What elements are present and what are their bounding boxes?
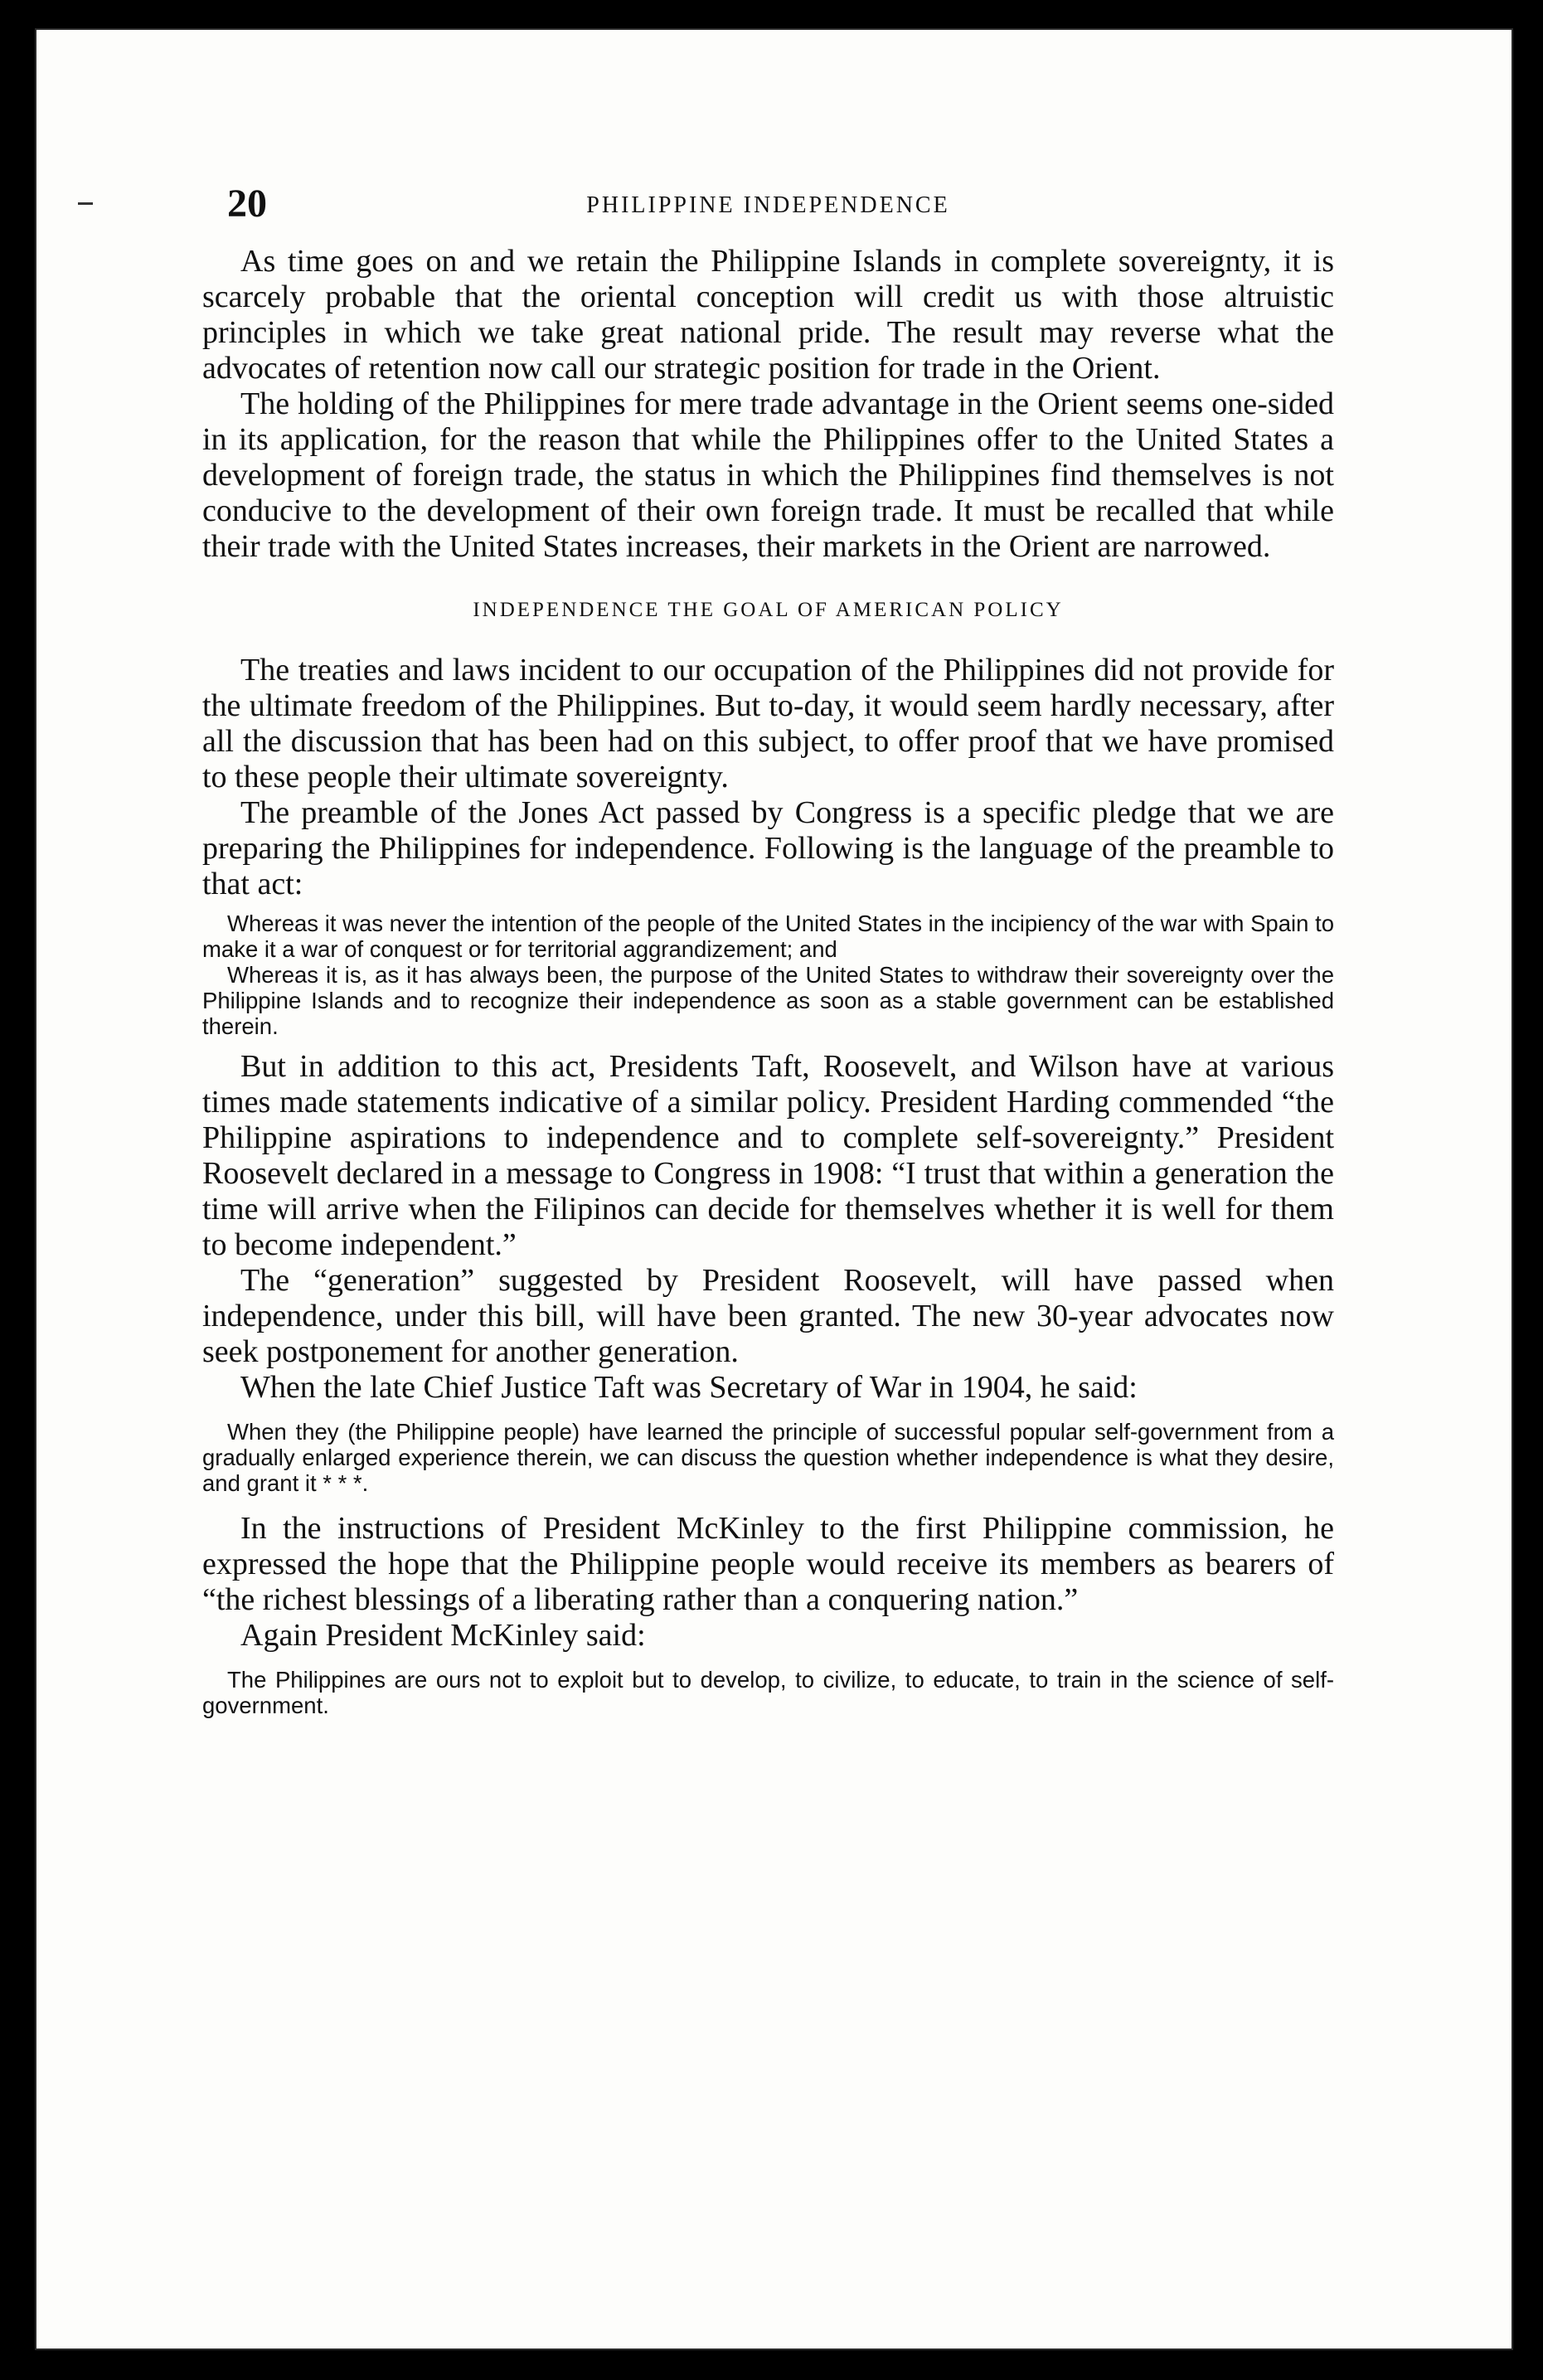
quote-paragraph: The Philippines are ours not to exploit but to develop, to civilize, to educate, to train in the science of self-government. [202, 1667, 1334, 1718]
paragraph-8: In the instructions of President McKinley to the first Philippine commission, he expressed the hope that the Philippine people would receive its members as bearers of “the richest blessings of a liberating rather than a conquering nation.” [202, 1511, 1334, 1617]
paragraph-5: But in addition to this act, Presidents Taft, Roosevelt, and Wilson have at various times made statements indicative of a similar policy. President Harding commended “the Philippine aspirations to independence and to complete self-sovereignty.” President Roosevelt declared in a message to Congress in 1908: “I trust that within a generation the time will arrive when the Filipinos can decide for themselves whether it is well for them to become independent.” [202, 1049, 1334, 1262]
running-head [202, 179, 1334, 229]
paragraph-9: Again President McKinley said: [240, 1618, 646, 1653]
paragraph-7: When the late Chief Justice Taft was Secretary of War in 1904, he said: [240, 1370, 1138, 1405]
paragraph-6: The “generation” suggested by President Roosevelt, will have passed when independence, under this bill, will have been granted. The new 30-year advocates now seek postponement for another generation. [202, 1263, 1334, 1369]
block-quote-taft [202, 1419, 1334, 1496]
quote-paragraph: Whereas it is, as it has always been, the purpose of the United States to withdraw their sovereignty over the Philippine Islands and to recognize their independence as soon as a stable government can be established therein. [202, 962, 1334, 1039]
margin-mark [78, 202, 93, 205]
paragraph-1: As time goes on and we retain the Philippine Islands in complete sovereignty, it is scarcely probable that the oriental conception will credit us with those altruistic principles in which we take great national pride. The result may reverse what the advocates of retention now call our strategic position for trade in the Orient. [202, 244, 1334, 386]
text-column [202, 179, 1334, 1733]
paragraph-3: The treaties and laws incident to our occupation of the Philippines did not provide for the ultimate freedom of the Philippines. But to-day, it would seem hardly necessary, after all the discussion that has been had on this subject, to offer proof that we have promised to these people their ultimate sovereignty. [202, 653, 1334, 794]
running-title: PHILIPPINE INDEPENDENCE [586, 192, 950, 218]
page-number: 20 [227, 182, 267, 226]
paragraph-2: The holding of the Philippines for mere trade advantage in the Orient seems one-sided in its application, for the reason that while the Philippines offer to the United States a development of foreign trade, the status in which the Philippines find themselves is not conducive to the development of their own foreign trade. It must be recalled that while their trade with the United States increases, their markets in the Orient are narrowed. [202, 386, 1334, 564]
quote-paragraph: Whereas it was never the intention of the people of the United States in the incipiency of the war with Spain to make it a war of conquest or for territorial aggrandizement; and [202, 911, 1334, 962]
quote-paragraph: When they (the Philippine people) have learned the principle of successful popular self-government from a gradually enlarged experience therein, we can discuss the question whether independence is what they desire, and grant it * * *. [202, 1419, 1334, 1496]
document-page [35, 28, 1513, 2350]
block-quote-mckinley [202, 1667, 1334, 1718]
section-heading: INDEPENDENCE THE GOAL OF AMERICAN POLICY [473, 599, 1064, 621]
block-quote-jones-act [202, 911, 1334, 1039]
paragraph-4: The preamble of the Jones Act passed by Congress is a specific pledge that we are preparing the Philippines for independence. Following is the language of the preamble to that act: [202, 795, 1334, 901]
